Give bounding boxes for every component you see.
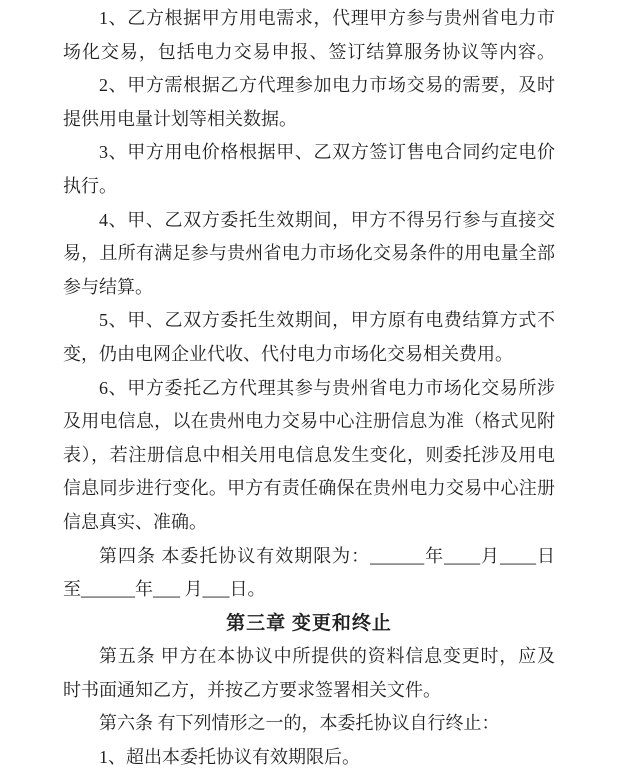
document-line: 参与结算。 — [63, 276, 153, 297]
document-line: 信息真实、准确。 — [63, 511, 207, 532]
document-line: 执行。 — [63, 175, 117, 196]
document-line: 场化交易，包括电力交易申报、签订结算服务协议等内容。 — [63, 41, 555, 62]
document-line: 4、甲、乙双方委托生效期间，甲方不得另行参与直接交 — [99, 209, 555, 230]
document-line: 1、超出本委托协议有效期限后。 — [99, 747, 360, 768]
document-line: 3、甲方用电价格根据甲、乙双方签订售电合同约定电价 — [99, 142, 555, 163]
chapter-heading: 第三章 变更和终止 — [226, 612, 392, 634]
document-line: 5、甲、乙双方委托生效期间，甲方原有电费结算方式不 — [99, 310, 555, 331]
document-line: 2、甲方需根据乙方代理参加电力市场交易的需要，及时 — [99, 75, 555, 96]
document-line: 第五条 甲方在本协议中所提供的资料信息变更时，应及 — [99, 646, 555, 667]
document-line: 至______年___ 月___日。 — [63, 579, 266, 600]
document-line: 时书面通知乙方，并按乙方要求签署相关文件。 — [63, 679, 441, 700]
document-line: 变，仍由电网企业代收、代付电力市场化交易相关费用。 — [63, 343, 513, 364]
document-line: 6、甲方委托乙方代理其参与贵州省电力市场化交易所涉 — [99, 377, 555, 398]
document-line: 表），若注册信息中相关用电信息发生变化，则委托涉及用电 — [63, 444, 555, 465]
document-line: 第四条 本委托协议有效期限为：______年____月____日 — [99, 545, 555, 566]
document-line: 信息同步进行变化。甲方有责任确保在贵州电力交易中心注册 — [63, 478, 555, 499]
document-line: 易，且所有满足参与贵州省电力市场化交易条件的用电量全部 — [63, 243, 555, 264]
document-line: 第六条 有下列情形之一的，本委托协议自行终止： — [99, 713, 500, 734]
document-line: 提供用电量计划等相关数据。 — [63, 108, 297, 129]
document-line: 1、乙方根据甲方用电需求，代理甲方参与贵州省电力市 — [99, 8, 555, 28]
document-line: 及用电信息，以在贵州电力交易中心注册信息为准（格式见附 — [63, 411, 555, 432]
